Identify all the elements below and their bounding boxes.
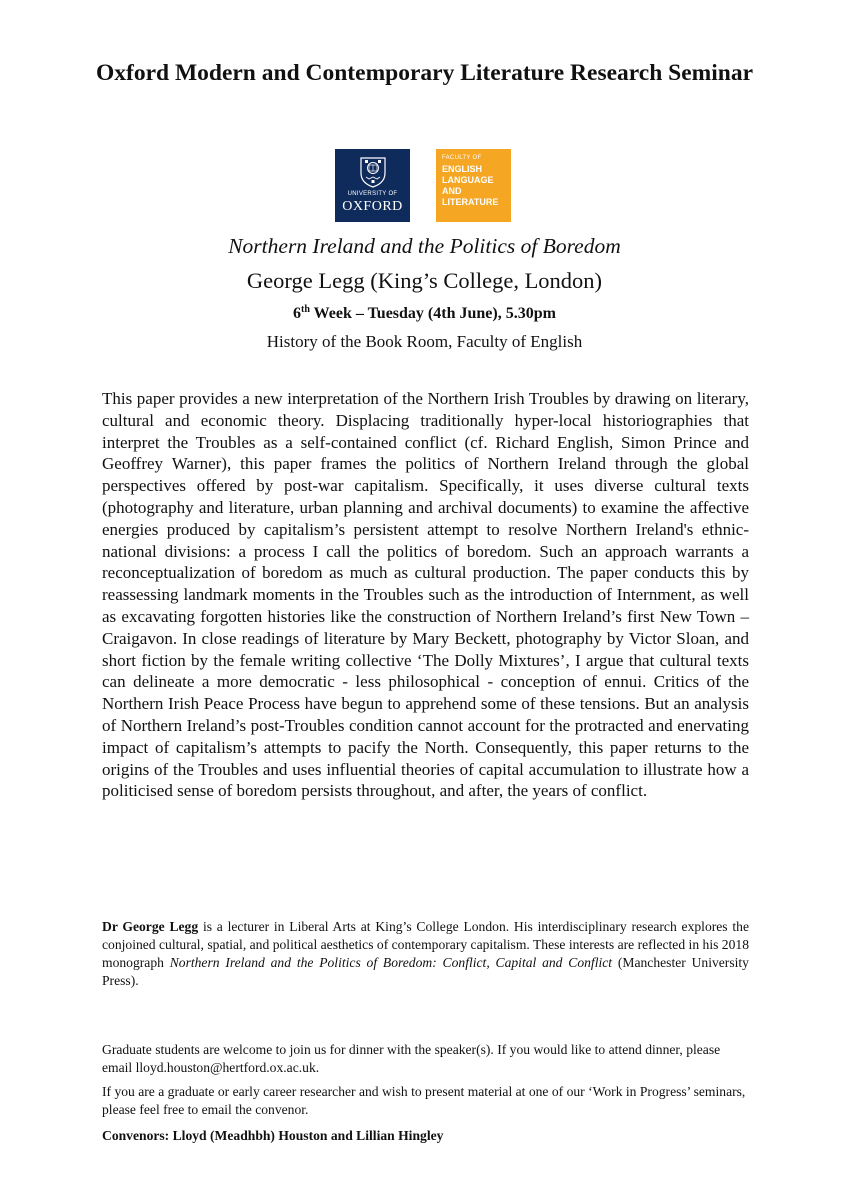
oxford-crest-icon (360, 157, 386, 188)
oxford-logo-line2: OXFORD (342, 199, 403, 214)
week-number: 6 (293, 305, 302, 322)
seminar-title: Oxford Modern and Contemporary Literature Research Seminar (95, 60, 754, 86)
talk-title: Northern Ireland and the Politics of Boredom (228, 234, 621, 258)
bio-text-1: is a lecturer in Liberal Arts at King’s College London. His interdisciplinary research explores the conjoined cultural, spatial, and political aesthetics of contemporary capitalism. These interests are reflected in his 2018 monograph (102, 919, 749, 970)
faculty-logo (436, 149, 511, 222)
faculty-logo-line5: LITERATURE (442, 197, 499, 207)
abstract: This paper provides a new interpretation of the Northern Irish Troubles by drawing on literary, cultural and economic theory. Displacing traditionally hyper-local historiographies that interpret the Troubles as a self-contained conflict (cf. Richard English, Simon Prince and Geoffrey Warner), this paper frames the politics of Northern Ireland through the global perspectives offered by post-war capitalism. Specifically, it uses diverse cultural texts (photography and literature, urban planning and archival documents) to examine the affective energies produced by capitalism’s persistent attempt to resolve Northern Ireland's ethnic-national divisions: a process I call the politics of boredom. Such an approach warrants a reconceptualization of boredom as much as cultural production. The paper conducts this by reassessing landmark moments in the Troubles such as the introduction of Internment, as well as excavating forgotten histories like the construction of Northern Ireland’s first New Town – Craigavon. In close readings of literature by Mary Beckett, photography by Victor Sloan, and short fiction by the female writing collective ‘The Dolly Mixtures’, I argue that cultural texts can delineate a more democratic - less philosophical - conception of ennui. Critics of the Northern Irish Peace Process have begun to apprehend some of these tensions. But an analysis of Northern Ireland’s post-Troubles condition cannot account for the protracted and enervating impact of capitalism’s attempts to pacify the North. Consequently, this paper returns to the origins of the Troubles and uses influential theories of capital accumulation to illustrate how a politicised sense of boredom persists throughout, and after, the years of conflict. (102, 389, 749, 801)
faculty-logo-name (442, 164, 498, 208)
faculty-logo-line4: AND (442, 186, 462, 196)
faculty-logo-line2: ENGLISH (442, 164, 483, 174)
week-suffix: th (301, 304, 310, 315)
location: History of the Book Room, Faculty of English (266, 332, 583, 351)
bio-name: Dr George Legg (102, 919, 199, 934)
dinner-note: Graduate students are welcome to join us for dinner with the speaker(s). If you would like to attend dinner, please email lloyd.houston@hertford.ox.ac.uk. (102, 1042, 721, 1075)
oxford-logo (335, 149, 410, 222)
speaker-bio (102, 918, 749, 990)
bio-text-2: (Manchester University Press). (102, 955, 749, 988)
faculty-logo-line3: LANGUAGE (442, 175, 494, 185)
date-time-rest: Week – Tuesday (4th June), 5.30pm (309, 305, 556, 322)
date-time (60, 304, 789, 324)
convenors: Convenors: Lloyd (Meadhbh) Houston and Lillian Hingley (102, 1128, 444, 1143)
faculty-logo-line1: FACULTY OF (442, 155, 482, 161)
oxford-logo-line1: UNIVERSITY OF (347, 191, 398, 197)
work-in-progress-note: If you are a graduate or early career researcher and wish to present material at one of our ‘Work in Progress’ seminars, please feel free to email the convenor. (102, 1084, 746, 1117)
bio-book-title: Northern Ireland and the Politics of Boredom: Conflict, Capital and Conflict (169, 955, 613, 970)
speaker: George Legg (King’s College, London) (246, 268, 603, 293)
